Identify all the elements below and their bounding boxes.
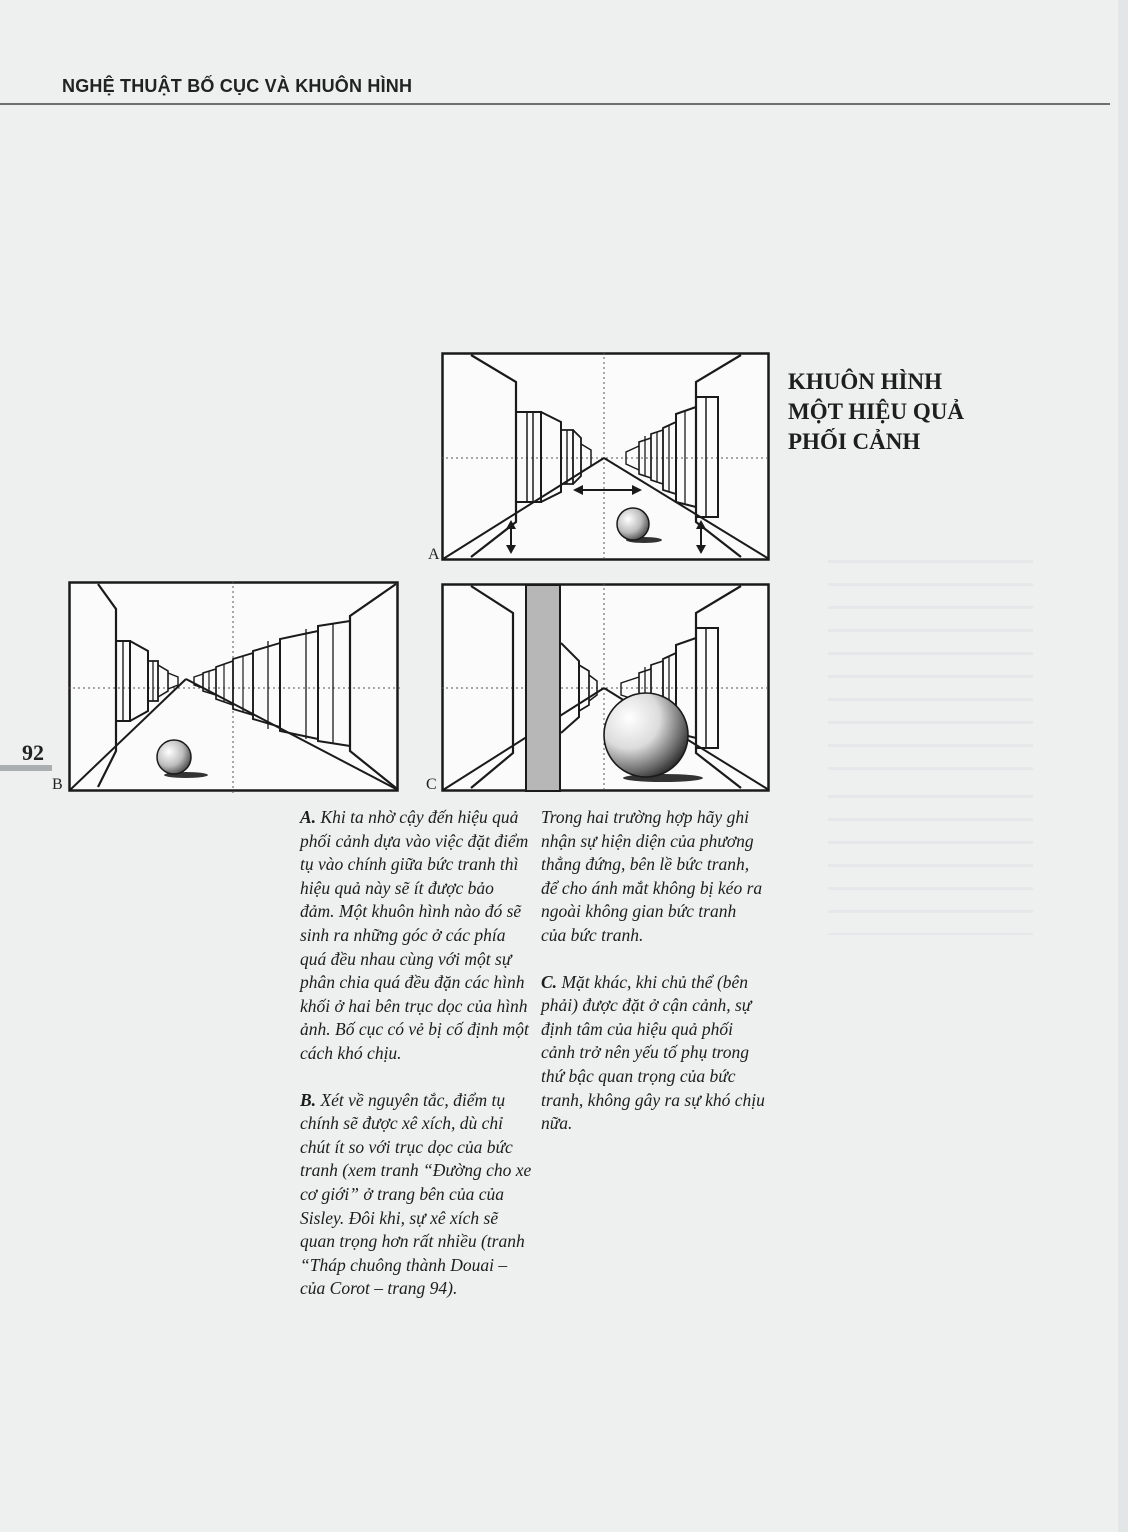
section-title <box>788 367 1028 457</box>
caption-b <box>300 1089 532 1301</box>
caption-column-right <box>541 806 765 1159</box>
figure-b <box>68 581 400 793</box>
section-title-line: MỘT HIỆU QUẢ <box>788 399 964 424</box>
page-edge-shadow <box>1118 0 1128 1532</box>
bleed-through-text <box>828 560 1033 770</box>
caption-a-text: Khi ta nhờ cậy đến hiệu quả phối cảnh dựa vào việc đặt điểm tụ vào chính giữa bức tranh thì hiệu quả này sẽ ít được bảo đảm. Một khuôn hình nào đó sẽ sinh ra những góc ở các phía quá đều nhau cùng với một sự phân chia quá đều đặn các hình khối ở hai bên trục dọc của hình ảnh. Bố cục có vẻ bị cố định một cách khó chịu. <box>300 807 529 1063</box>
section-title-line: KHUÔN HÌNH <box>788 369 942 394</box>
caption-c <box>541 971 765 1136</box>
caption-a-lead: A. <box>300 807 317 827</box>
figure-a <box>441 352 771 562</box>
figure-a-label: A <box>428 546 440 563</box>
bleed-through-text <box>828 795 1033 935</box>
caption-c-lead: C. <box>541 971 558 992</box>
figure-c <box>441 583 771 793</box>
caption-b-text: Xét về nguyên tắc, điểm tụ chính sẽ được xê xích, dù chỉ chút ít so với trục dọc của bức tranh (xem tranh “Đường cho xe cơ giới” ở trang bên của của Sisley. Đôi khi, sự xê xích sẽ quan trọng hơn rất nhiều (tranh “Tháp chuông thành Douai – của Corot – trang 94). <box>300 1089 532 1299</box>
header-rule <box>0 103 1110 105</box>
page-number-tab <box>0 765 52 771</box>
caption-b-lead: B. <box>300 1089 317 1110</box>
section-title-line: PHỐI CẢNH <box>788 429 921 454</box>
figure-c-label: C <box>426 776 437 793</box>
caption-column-left <box>300 806 532 1324</box>
caption-a <box>300 806 532 1066</box>
figure-b-label: B <box>52 776 63 793</box>
caption-mid: Trong hai trường hợp hãy ghi nhận sự hiện diện của phương thẳng đứng, bên lề bức tranh, để cho ánh mắt không bị kéo ra ngoài không gian bức tranh của bức tranh. <box>541 807 763 945</box>
caption-c-text: Mặt khác, khi chủ thể (bên phải) được đặt ở cận cảnh, sự định tâm của hiệu quả phối cảnh trở nên yếu tố phụ trong thứ bậc quan trọng của bức tranh, không gây ra sự khó chịu nữa. <box>541 971 765 1134</box>
running-header: NGHỆ THUẬT BỐ CỤC VÀ KHUÔN HÌNH <box>62 76 413 96</box>
page-number: 92 <box>22 740 44 765</box>
